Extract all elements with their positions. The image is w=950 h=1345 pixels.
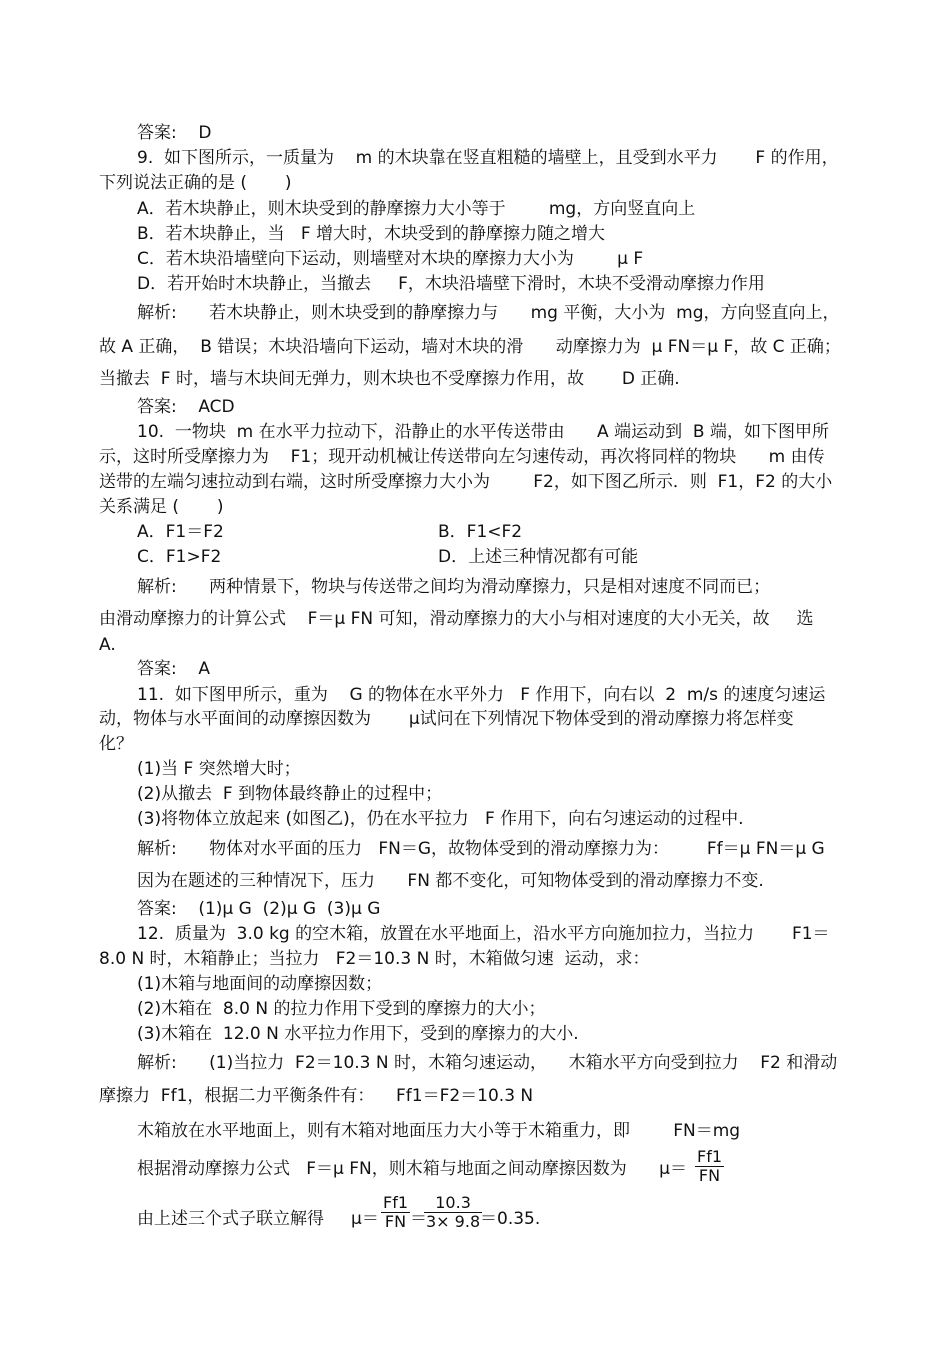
question-11-part-3: (3)将物体立放起来 (如图乙)，仍在水平拉力 F 作用下，向右匀速运动的过程中. xyxy=(137,809,744,829)
mu-fraction xyxy=(695,1148,724,1185)
solution-9-line-3: 当撤去 F 时，墙与木块间无弹力，则木块也不受摩擦力作用，故 D 正确. xyxy=(99,369,680,389)
question-10-line-4: 关系满足 ( ) xyxy=(99,497,224,517)
option-9b: B．若木块静止，当 F 增大时，木块受到的静摩擦力随之增大 xyxy=(137,224,606,244)
question-11-line-1: 11. 如下图甲所示，重为 G 的物体在水平外力 F 作用下，向右以 2 m/s 的速度匀速运 xyxy=(137,685,826,705)
question-10-line-3: 送带的左端匀速拉动到右端，这时所受摩擦力大小为 F2，如下图乙所示．则 F1，F2 的大小 xyxy=(99,472,833,492)
answer-11: 答案: (1)μ G (2)μ G (3)μ G xyxy=(137,899,381,919)
solution-12-line-2: 摩擦力 Ff1，根据二力平衡条件有： Ff1＝F2＝10.3 N xyxy=(99,1086,534,1106)
solution-10-line-1: 解析: 两种情景下，物块与传送带之间均为滑动摩擦力，只是相对速度不同而已； xyxy=(137,577,771,597)
question-11-part-2: (2)从撤去 F 到物体最终静止的过程中； xyxy=(137,784,443,804)
solution-12-line-1: 解析: (1)当拉力 F2＝10.3 N 时，木箱匀速运动， 木箱水平方向受到拉力 F2 和滑动 xyxy=(137,1053,838,1073)
value-numerator: 10.3 xyxy=(424,1194,482,1213)
question-12-part-2: (2)木箱在 8.0 N 的拉力作用下受到的摩擦力的大小； xyxy=(137,999,546,1019)
solution-11-line-2: 因为在题述的三种情况下，压力 FN 都不变化，可知物体受到的滑动摩擦力不变. xyxy=(137,871,764,891)
question-9-line-1: 9. 如下图所示，一质量为 m 的木块靠在竖直粗糙的墙壁上，且受到水平力 F 的作用， xyxy=(137,148,839,168)
mu-numerator: Ff1 xyxy=(697,1147,723,1166)
option-10a: A．F1＝F2 xyxy=(137,522,224,542)
ratio-fraction xyxy=(381,1194,410,1231)
solution-11-line-1: 解析: 物体对水平面的压力 FN＝G，故物体受到的滑动摩擦力为： Ff＝μ FN＝μ G xyxy=(137,839,825,859)
equals-sign: ＝ xyxy=(410,1209,427,1229)
question-12-line-2: 8.0 N 时，木箱静止；当拉力 F2＝10.3 N 时，木箱做匀速 运动，求： xyxy=(99,949,650,969)
result-value: ＝0.35. xyxy=(480,1209,541,1229)
option-9a: A．若木块静止，则木块受到的静摩擦力大小等于 mg，方向竖直向上 xyxy=(137,199,696,219)
option-10c: C．F1>F2 xyxy=(137,547,222,567)
solution-10-line-2: 由滑动摩擦力的计算公式 F＝μ FN 可知，滑动摩擦力的大小与相对速度的大小无关，故 选 xyxy=(99,609,814,629)
ratio-denominator: FN xyxy=(384,1212,407,1231)
option-10d: D．上述三种情况都有可能 xyxy=(438,547,639,567)
question-10-line-1: 10. 一物块 m 在水平力拉动下，沿静止的水平传送带由 A 端运动到 B 端，如下图甲所 xyxy=(137,422,829,442)
ratio-numerator: Ff1 xyxy=(383,1193,409,1212)
option-9d: D．若开始时木块静止，当撤去 F，木块沿墙壁下滑时，木块不受滑动摩擦力作用 xyxy=(137,274,765,294)
mu-denominator: FN xyxy=(698,1166,721,1185)
question-12-part-1: (1)木箱与地面间的动摩擦因数； xyxy=(137,974,383,994)
question-11-line-3: 化？ xyxy=(99,734,133,754)
answer-10: 答案: A xyxy=(137,659,210,679)
question-10-line-2: 示，这时所受摩擦力为 F1；现开动机械让传送带向左匀速传动，再次将同样的物块 m 由传 xyxy=(99,447,825,467)
question-9-line-2: 下列说法正确的是 ( ) xyxy=(99,173,292,193)
question-11-line-2: 动，物体与水平面间的动摩擦因数为 μ试问在下列情况下物体受到的滑动摩擦力将怎样变 xyxy=(99,709,794,729)
solution-9-line-2: 故 A 正确， B 错误；木块沿墙向下运动，墙对木块的滑 动摩擦力为 μ FN＝μ F，故 C 正确； xyxy=(99,337,841,357)
option-10b: B．F1<F2 xyxy=(438,522,523,542)
solution-12-line-5: 由上述三个式子联立解得 μ＝ xyxy=(137,1209,379,1229)
option-9c: C．若木块沿墙壁向下运动，则墙壁对木块的摩擦力大小为 μ F xyxy=(137,249,644,269)
question-12-line-1: 12. 质量为 3.0 kg 的空木箱，放置在水平地面上，沿水平方向施加拉力，当拉力 F1＝ xyxy=(137,924,830,944)
question-11-part-1: (1)当 F 突然增大时； xyxy=(137,759,301,779)
value-denominator: 3× 9.8 xyxy=(426,1212,481,1231)
solution-12-line-4: 根据滑动摩擦力公式 F＝μ FN，则木箱与地面之间动摩擦因数为 μ＝ xyxy=(137,1159,687,1179)
value-fraction xyxy=(424,1194,482,1231)
question-12-part-3: (3)木箱在 12.0 N 水平拉力作用下，受到的摩擦力的大小. xyxy=(137,1024,579,1044)
solution-12-line-3: 木箱放在水平地面上，则有木箱对地面压力大小等于木箱重力，即 FN＝mg xyxy=(137,1121,741,1141)
answer-9: 答案: ACD xyxy=(137,397,235,417)
answer-8: 答案: D xyxy=(137,123,212,143)
solution-10-line-3: A. xyxy=(99,635,116,655)
solution-9-line-1: 解析: 若木块静止，则木块受到的静摩擦力与 mg 平衡，大小为 mg，方向竖直向上， xyxy=(137,303,840,323)
